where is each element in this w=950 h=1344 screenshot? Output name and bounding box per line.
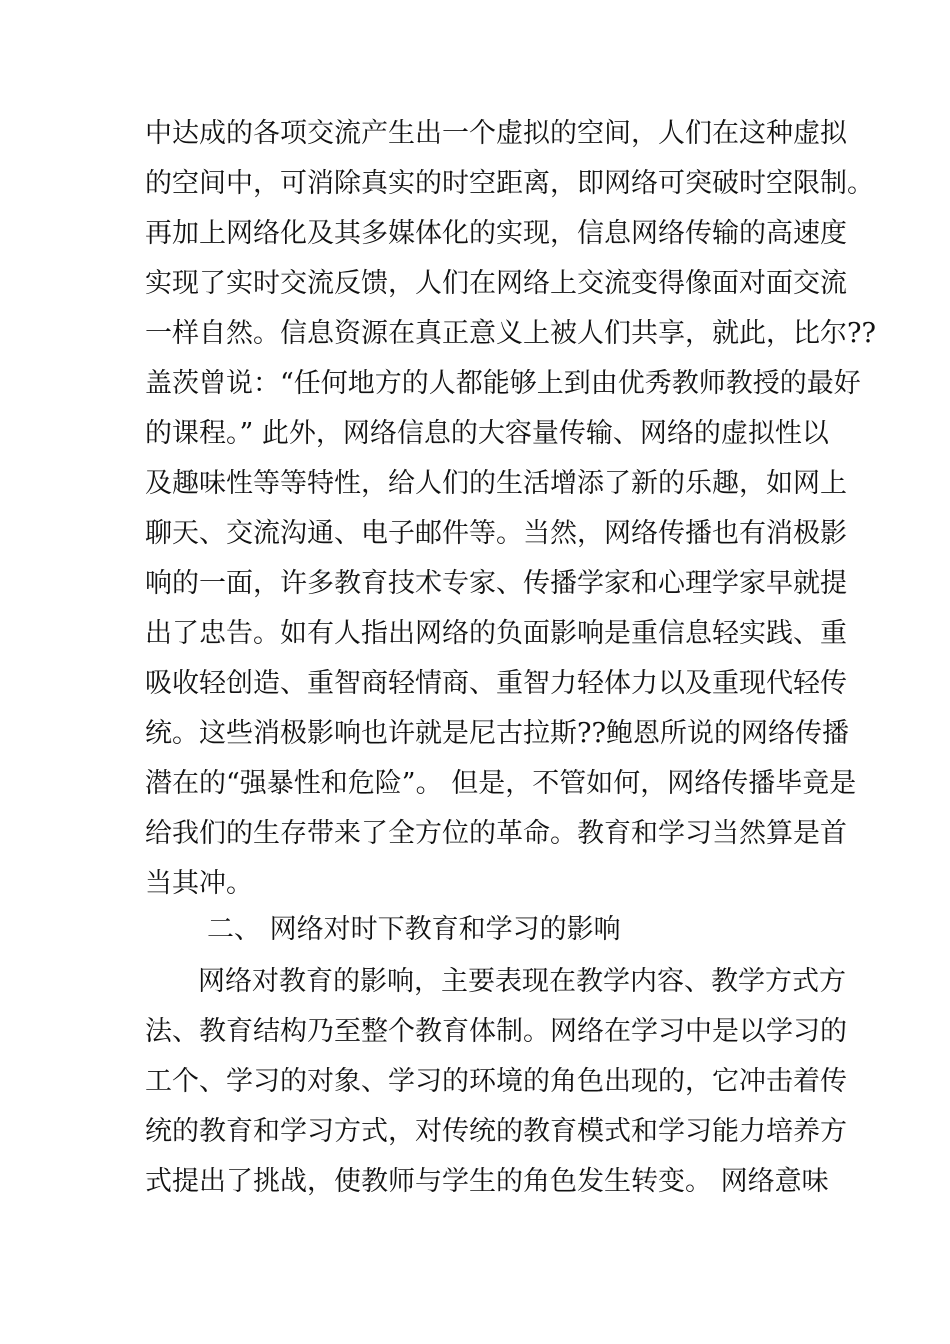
paragraph-line: 一样自然。信息资源在真正意义上被人们共享，就此，比尔?? bbox=[145, 318, 876, 349]
paragraph-line: 网络对教育的影响，主要表现在教学内容、教学方式方 bbox=[198, 966, 846, 997]
paragraph-line: 当其冲。 bbox=[145, 868, 253, 899]
paragraph-line: 聊天、交流沟通、电子邮件等。当然，网络传播也有消极影 bbox=[145, 518, 847, 549]
paragraph-line: 实现了实时交流反馈，人们在网络上交流变得像面对面交流 bbox=[145, 268, 847, 299]
paragraph-line: 盖茨曾说：“任何地方的人都能够上到由优秀教师教授的最好 bbox=[145, 368, 861, 399]
paragraph-line: 统的教育和学习方式，对传统的教育模式和学习能力培养方 bbox=[145, 1116, 847, 1147]
paragraph-line: 及趣味性等等特性，给人们的生活增添了新的乐趣，如网上 bbox=[145, 468, 847, 499]
paragraph-line: 统。这些消极影响也许就是尼古拉斯??鲍恩所说的网络传播 bbox=[145, 718, 849, 749]
section-heading: 二、 网络对时下教育和学习的影响 bbox=[207, 914, 621, 945]
paragraph-line: 吸收轻创造、重智商轻情商、重智力轻体力以及重现代轻传 bbox=[145, 668, 847, 699]
paragraph-line: 的空间中，可消除真实的时空距离，即网络可突破时空限制。 bbox=[145, 168, 874, 199]
paragraph-line: 的课程。” 此外，网络信息的大容量传输、网络的虚拟性以 bbox=[145, 418, 829, 449]
paragraph-line: 式提出了挑战，使教师与学生的角色发生转变。 网络意味 bbox=[145, 1166, 829, 1197]
paragraph-line: 法、教育结构乃至整个教育体制。网络在学习中是以学习的 bbox=[145, 1016, 847, 1047]
paragraph-line: 响的一面，许多教育技术专家、传播学家和心理学家早就提 bbox=[145, 568, 847, 599]
paragraph-line: 潜在的“强暴性和危险”。 但是，不管如何，网络传播毕竟是 bbox=[145, 768, 857, 799]
paragraph-line: 工个、学习的对象、学习的环境的角色出现的，它冲击着传 bbox=[145, 1066, 847, 1097]
paragraph-line: 中达成的各项交流产生出一个虚拟的空间，人们在这种虚拟 bbox=[145, 118, 847, 149]
paragraph-line: 给我们的生存带来了全方位的革命。教育和学习当然算是首 bbox=[145, 818, 847, 849]
paragraph-line: 再加上网络化及其多媒体化的实现，信息网络传输的高速度 bbox=[145, 218, 847, 249]
paragraph-line: 出了忠告。如有人指出网络的负面影响是重信息轻实践、重 bbox=[145, 618, 847, 649]
